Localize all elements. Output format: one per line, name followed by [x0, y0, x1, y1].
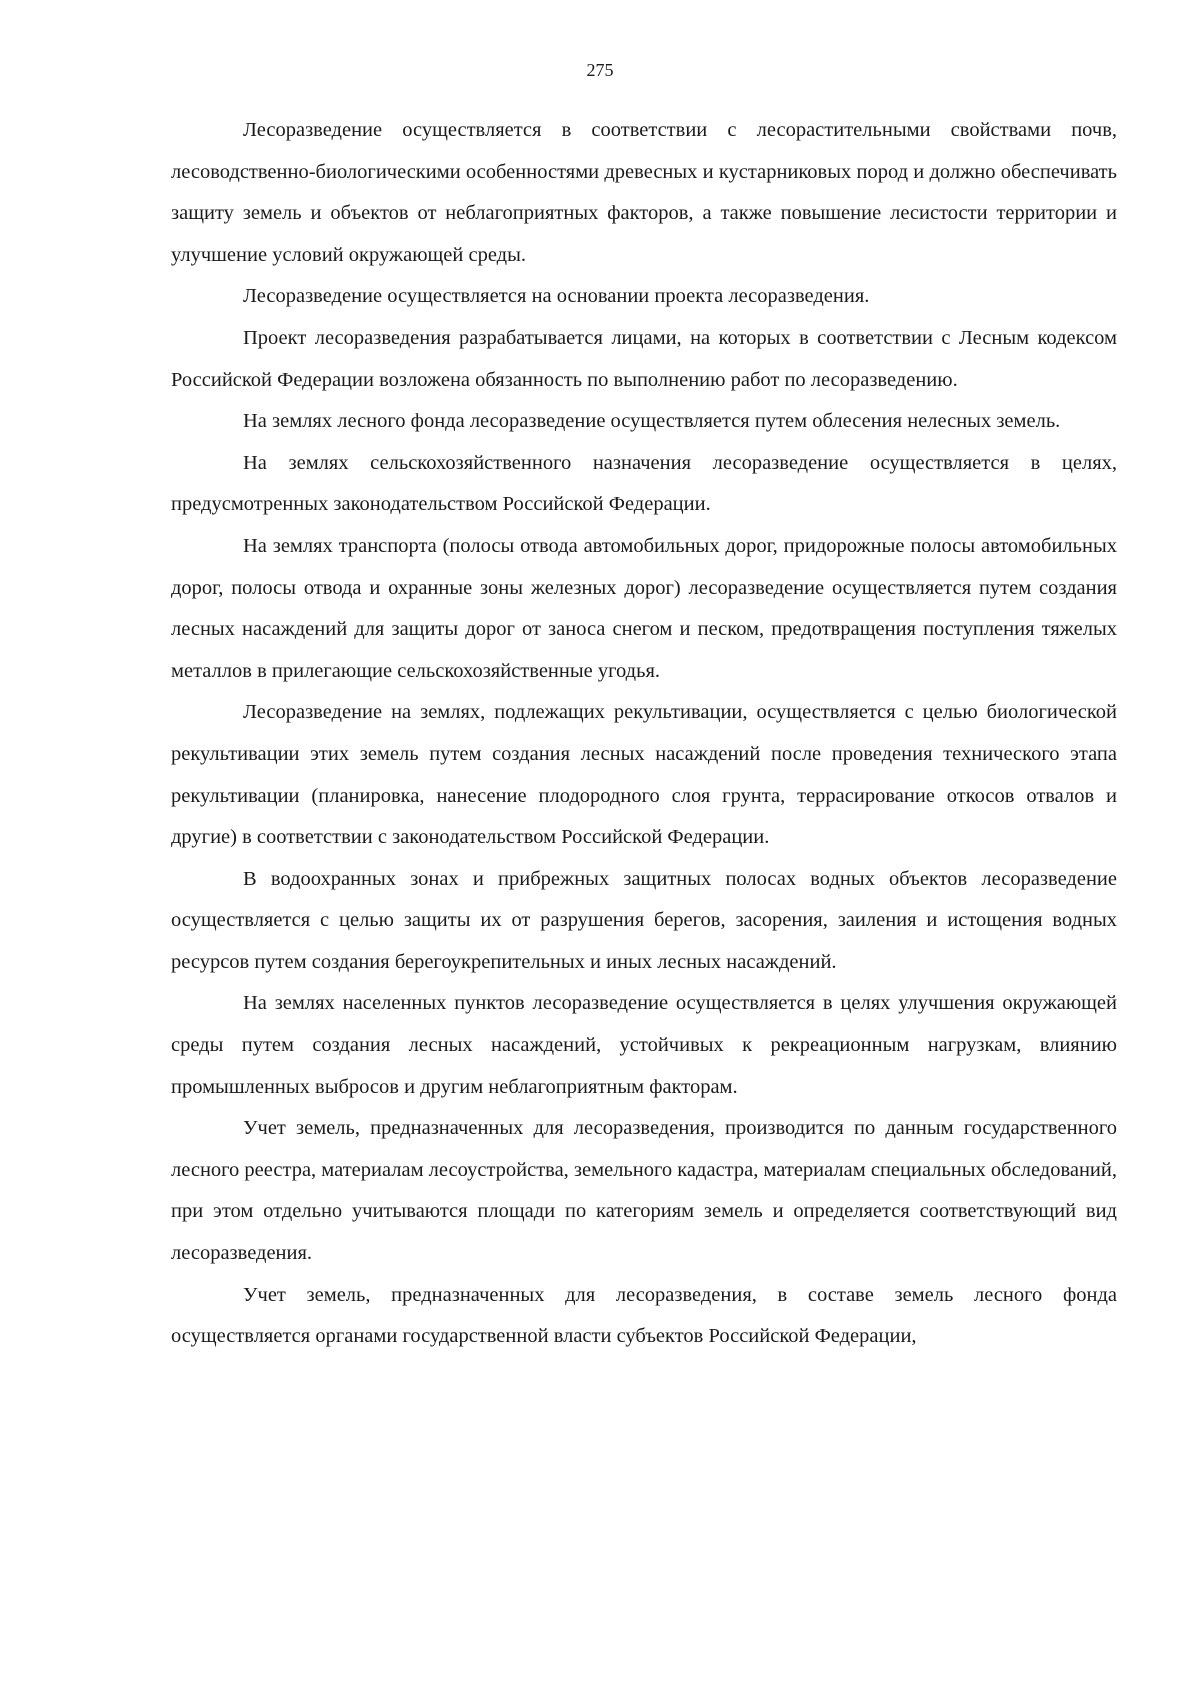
paragraph-transport-lands: На землях транспорта (полосы отвода автомобильных дорог, придорожные полосы автомобильных дорог, полосы отвода и охранные зоны железных дорог) лесоразведение осуществляется путем создания лесных насаждений для защиты дорог от заноса снегом и песком, предотвращения поступления тяжелых металлов в прилегающие сельскохозяйственные угодья.	[171, 534, 1117, 682]
paragraph-forest-fund-lands: На землях лесного фонда лесоразведение осуществляется путем облесения нелесных земель.	[243, 410, 1061, 433]
paragraph-land-accounting: Учет земель, предназначенных для лесоразведения, производится по данным государственного лесного реестра, материалам лесоустройства, земельного кадастра, материалам специальных обследований, при этом отдельно учитываются площади по категориям земель и определяется соответствующий вид лесоразведения.	[171, 1117, 1117, 1265]
paragraph-forest-fund-accounting: Учет земель, предназначенных для лесоразведения, в составе земель лесного фонда осуществляется органами государственной власти субъектов Российской Федерации,	[171, 1283, 1117, 1348]
paragraph-settlement-lands: На землях населенных пунктов лесоразведение осуществляется в целях улучшения окружающей среды путем создания лесных насаждений, устойчивых к рекреационным нагрузкам, влиянию промышленных выбросов и другим неблагоприятным факторам.	[171, 992, 1117, 1098]
paragraph-agricultural-lands: На землях сельскохозяйственного назначения лесоразведение осуществляется в целях, предусмотренных законодательством Российской Федерации.	[171, 451, 1117, 516]
paragraph-afforestation-project-basis: Лесоразведение осуществляется на основании проекта лесоразведения.	[243, 285, 870, 308]
document-body	[171, 110, 1117, 1358]
paragraph-recultivation-lands: Лесоразведение на землях, подлежащих рекультивации, осуществляется с целью биологической рекультивации этих земель путем создания лесных насаждений после проведения технического этапа рекультивации (планировка, нанесение плодородного слоя грунта, террасирование откосов отвалов и другие) в соответствии с законодательством Российской Федерации.	[171, 701, 1117, 849]
page-number: 275	[586, 60, 614, 80]
paragraph-afforestation-principles: Лесоразведение осуществляется в соответствии с лесорастительными свойствами почв, лесоводственно-биологическими особенностями древесных и кустарниковых пород и должно обеспечивать защиту земель и объектов от неблагоприятных факторов, а также повышение лесистости территории и улучшение условий окружающей среды.	[171, 119, 1117, 266]
paragraph-project-developers: Проект лесоразведения разрабатывается лицами, на которых в соответствии с Лесным кодексом Российской Федерации возложена обязанность по выполнению работ по лесоразведению.	[171, 326, 1117, 391]
paragraph-water-protection-zones: В водоохранных зонах и прибрежных защитных полосах водных объектов лесоразведение осуществляется с целью защиты их от разрушения берегов, засорения, заиления и истощения водных ресурсов путем создания берегоукрепительных и иных лесных насаждений.	[171, 867, 1117, 973]
